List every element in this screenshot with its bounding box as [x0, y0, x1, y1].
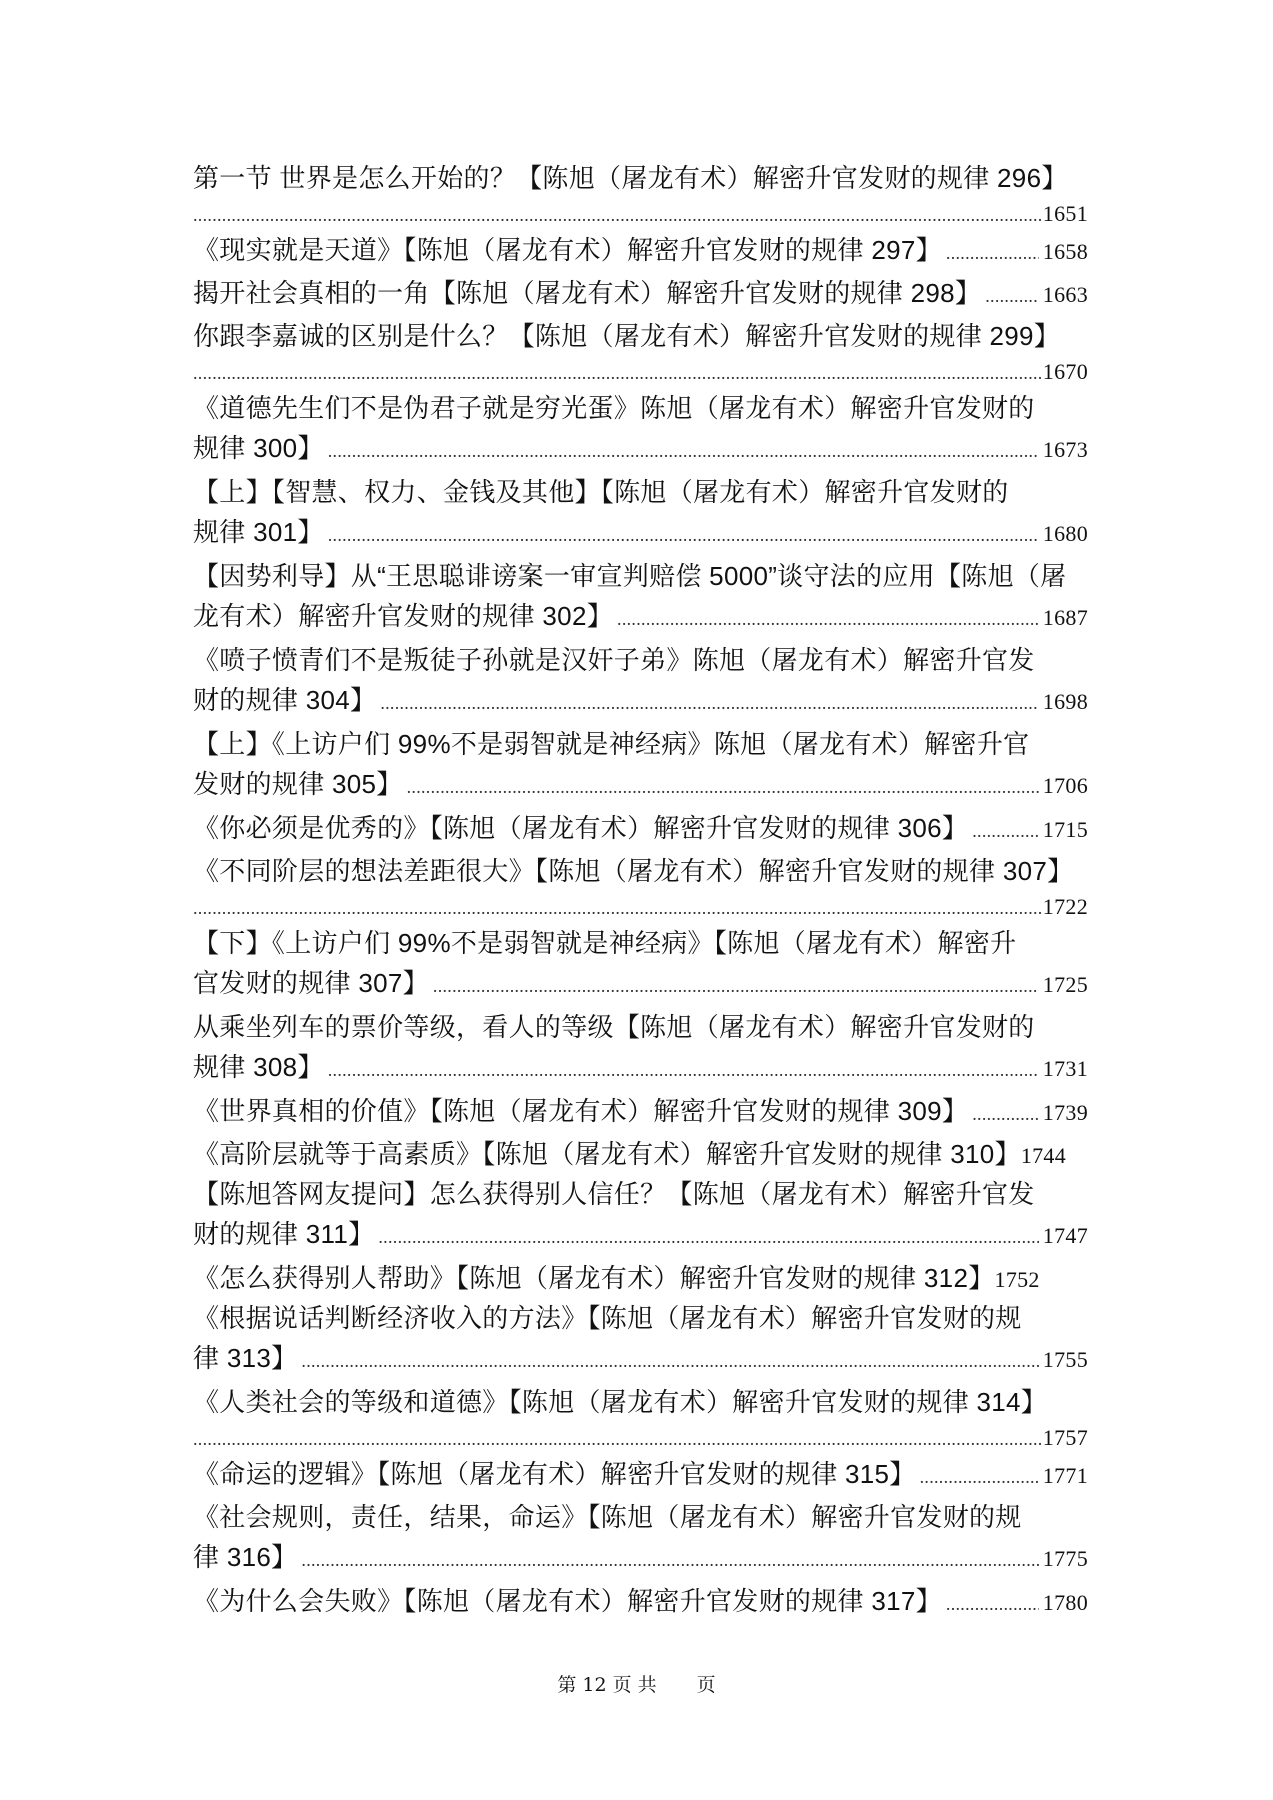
toc-entry[interactable]: [193, 1382, 1088, 1454]
toc-entry-title: 《社会规则，责任，结果，命运》【陈旭（屠龙有术）解密升官发财的规: [193, 1502, 1022, 1532]
toc-entry-page: 1687: [1042, 605, 1088, 630]
toc-entry-page: 1680: [1042, 521, 1088, 546]
toc-entry-page: 1757: [1042, 1425, 1088, 1450]
toc-entry[interactable]: [193, 1454, 1088, 1497]
toc-entry-page: 1731: [1042, 1056, 1088, 1081]
toc-entry-title-rest: 规律 308】: [193, 1052, 324, 1082]
dot-leader: [328, 515, 1039, 555]
toc-entry-page: 1706: [1042, 773, 1088, 798]
toc-entry-title: 《不同阶层的想法差距很大》【陈旭（屠龙有术）解密升官发财的规律 307】: [193, 856, 1074, 886]
toc-entry[interactable]: [193, 1091, 1088, 1134]
toc-entry-title-rest: 规律 300】: [193, 433, 324, 463]
toc-entry-title-rest: 官发财的规律 307】: [193, 968, 429, 998]
dot-leader: [328, 431, 1039, 471]
toc-entry-title: 《现实就是天道》【陈旭（屠龙有术）解密升官发财的规律 297】: [193, 235, 942, 265]
toc-entry-page: 1698: [1042, 689, 1088, 714]
toc-entry-leader: [193, 1422, 1088, 1454]
toc-entry[interactable]: [193, 158, 1088, 230]
toc-entry-page: 1771: [1042, 1463, 1088, 1488]
toc-entry-page: 1775: [1042, 1546, 1088, 1571]
toc-entry-title: 《高阶层就等于高素质》【陈旭（屠龙有术）解密升官发财的规律 310】: [193, 1139, 1021, 1169]
toc-entry-title: 《怎么获得别人帮助》【陈旭（屠龙有术）解密升官发财的规律 312】: [193, 1263, 995, 1293]
toc-entry-title: 《道德先生们不是伪君子就是穷光蛋》陈旭（屠龙有术）解密升官发财的: [193, 393, 1035, 423]
toc-entry[interactable]: [193, 388, 1088, 472]
toc-entry-continuation: [193, 963, 1088, 1007]
page-number-prefix: 第 12 页 共: [557, 1674, 657, 1696]
toc-entry-page: 1755: [1042, 1347, 1088, 1372]
dot-leader: [328, 1050, 1039, 1090]
toc-entry-continuation: [193, 596, 1088, 640]
toc-entry[interactable]: [193, 1298, 1088, 1382]
dot-leader: [433, 966, 1039, 1006]
toc-entry[interactable]: [193, 851, 1088, 923]
dot-leader: [301, 1341, 1038, 1381]
toc-entry-continuation: [193, 1537, 1088, 1581]
dot-leader: [193, 892, 1043, 924]
toc-entry-title: 《命运的逻辑》【陈旭（屠龙有术）解密升官发财的规律 315】: [193, 1459, 916, 1489]
toc-entry-title-rest: 龙有术）解密升官发财的规律 302】: [193, 601, 614, 631]
toc-entry[interactable]: [193, 640, 1088, 724]
toc-entry-title: 《根据说话判断经济收入的方法》【陈旭（屠龙有术）解密升官发财的规: [193, 1303, 1022, 1333]
toc-entry-leader: [193, 891, 1088, 923]
toc-entry[interactable]: [193, 923, 1088, 1007]
toc-entry-title: 揭开社会真相的一角【陈旭（屠龙有术）解密升官发财的规律 298】: [193, 278, 982, 308]
page-footer: [0, 1670, 1273, 1697]
dot-leader: [985, 276, 1039, 316]
toc-entry-title-rest: 财的规律 304】: [193, 685, 377, 715]
toc-entry-title-rest: 发财的规律 305】: [193, 769, 403, 799]
page-number-suffix: 页: [696, 1674, 716, 1696]
toc-entry-page: 1739: [1042, 1100, 1088, 1125]
toc-entry-title: 【上】【智慧、权力、金钱及其他】【陈旭（屠龙有术）解密升官发财的: [193, 477, 1009, 507]
toc-entry-title: 【下】《上访户们 99%不是弱智就是神经病》【陈旭（屠龙有术）解密升: [193, 928, 1017, 958]
toc-entry[interactable]: [193, 1581, 1088, 1624]
dot-leader: [972, 811, 1039, 851]
toc-entry[interactable]: [193, 1497, 1088, 1581]
toc-entry-page: 1752: [994, 1267, 1040, 1292]
toc-entry-title-rest: 律 313】: [193, 1343, 298, 1373]
toc-entry[interactable]: [193, 724, 1088, 808]
dot-leader: [301, 1540, 1038, 1580]
toc-entry-page: 1663: [1042, 282, 1088, 307]
dot-leader: [378, 1217, 1038, 1257]
toc-entry-page: 1715: [1042, 817, 1088, 842]
toc-entry-title: 你跟李嘉诚的区别是什么？【陈旭（屠龙有术）解密升官发财的规律 299】: [193, 321, 1061, 351]
toc-entry-page: 1673: [1042, 437, 1088, 462]
dot-leader: [193, 1423, 1043, 1455]
toc-entry-title: 《为什么会失败》【陈旭（屠龙有术）解密升官发财的规律 317】: [193, 1586, 942, 1616]
toc-entry-title: 《喷子愤青们不是叛徒子孙就是汉奸子弟》陈旭（屠龙有术）解密升官发: [193, 645, 1035, 675]
toc-entry-leader: [193, 198, 1088, 230]
toc-entry-title: 《世界真相的价值》【陈旭（屠龙有术）解密升官发财的规律 309】: [193, 1096, 969, 1126]
toc-entry[interactable]: [193, 1174, 1088, 1258]
dot-leader: [193, 357, 1043, 389]
toc-entry-title-rest: 规律 301】: [193, 517, 324, 547]
toc-entry-page: 1670: [1042, 359, 1088, 384]
toc-entry-leader: [193, 356, 1088, 388]
dot-leader: [193, 199, 1043, 231]
toc-entry-page: 1658: [1042, 239, 1088, 264]
toc-entry-title: 第一节 世界是怎么开始的？【陈旭（屠龙有术）解密升官发财的规律 296】: [193, 163, 1068, 193]
toc-entry-page: 1725: [1042, 972, 1088, 997]
toc-entry-title: 【陈旭答网友提问】怎么获得别人信任？【陈旭（屠龙有术）解密升官发: [193, 1179, 1035, 1209]
toc-entry-page: 1747: [1042, 1223, 1088, 1248]
toc-entry[interactable]: [193, 808, 1088, 851]
toc-entry[interactable]: [193, 1007, 1088, 1091]
toc-entry[interactable]: [193, 1258, 1088, 1298]
toc-entry-continuation: [193, 680, 1088, 724]
toc-entry-title: 《你必须是优秀的》【陈旭（屠龙有术）解密升官发财的规律 306】: [193, 813, 969, 843]
dot-leader: [946, 1584, 1039, 1624]
toc-entry[interactable]: [193, 472, 1088, 556]
toc-entry-continuation: [193, 1214, 1088, 1258]
toc-entry-title-rest: 律 316】: [193, 1542, 298, 1572]
toc-entry[interactable]: [193, 273, 1088, 316]
table-of-contents: [193, 158, 1088, 1624]
dot-leader: [380, 683, 1038, 723]
dot-leader: [946, 233, 1039, 273]
toc-entry[interactable]: [193, 316, 1088, 388]
dot-leader: [617, 599, 1039, 639]
toc-entry-page: 1722: [1042, 894, 1088, 919]
toc-entry-title: 从乘坐列车的票价等级，看人的等级【陈旭（屠龙有术）解密升官发财的: [193, 1012, 1035, 1042]
dot-leader: [972, 1094, 1039, 1134]
toc-entry-continuation: [193, 428, 1088, 472]
toc-entry-continuation: [193, 764, 1088, 808]
toc-entry[interactable]: [193, 556, 1088, 640]
toc-entry-page: 1780: [1042, 1590, 1088, 1615]
toc-entry-page: 1744: [1020, 1143, 1067, 1168]
dot-leader: [920, 1457, 1039, 1497]
toc-entry-continuation: [193, 512, 1088, 556]
toc-entry[interactable]: [193, 230, 1088, 273]
toc-entry-title: 【因势利导】从“王思聪诽谤案一审宣判赔偿 5000”谈守法的应用【陈旭（屠: [193, 561, 1067, 591]
dot-leader: [407, 767, 1039, 807]
toc-entry-continuation: [193, 1338, 1088, 1382]
toc-entry-title: 【上】《上访户们 99%不是弱智就是神经病》陈旭（屠龙有术）解密升官: [193, 729, 1030, 759]
toc-entry-title-rest: 财的规律 311】: [193, 1219, 375, 1249]
toc-entry-continuation: [193, 1047, 1088, 1091]
toc-entry[interactable]: [193, 1134, 1088, 1174]
toc-entry-title: 《人类社会的等级和道德》【陈旭（屠龙有术）解密升官发财的规律 314】: [193, 1387, 1048, 1417]
toc-entry-page: 1651: [1042, 201, 1088, 226]
